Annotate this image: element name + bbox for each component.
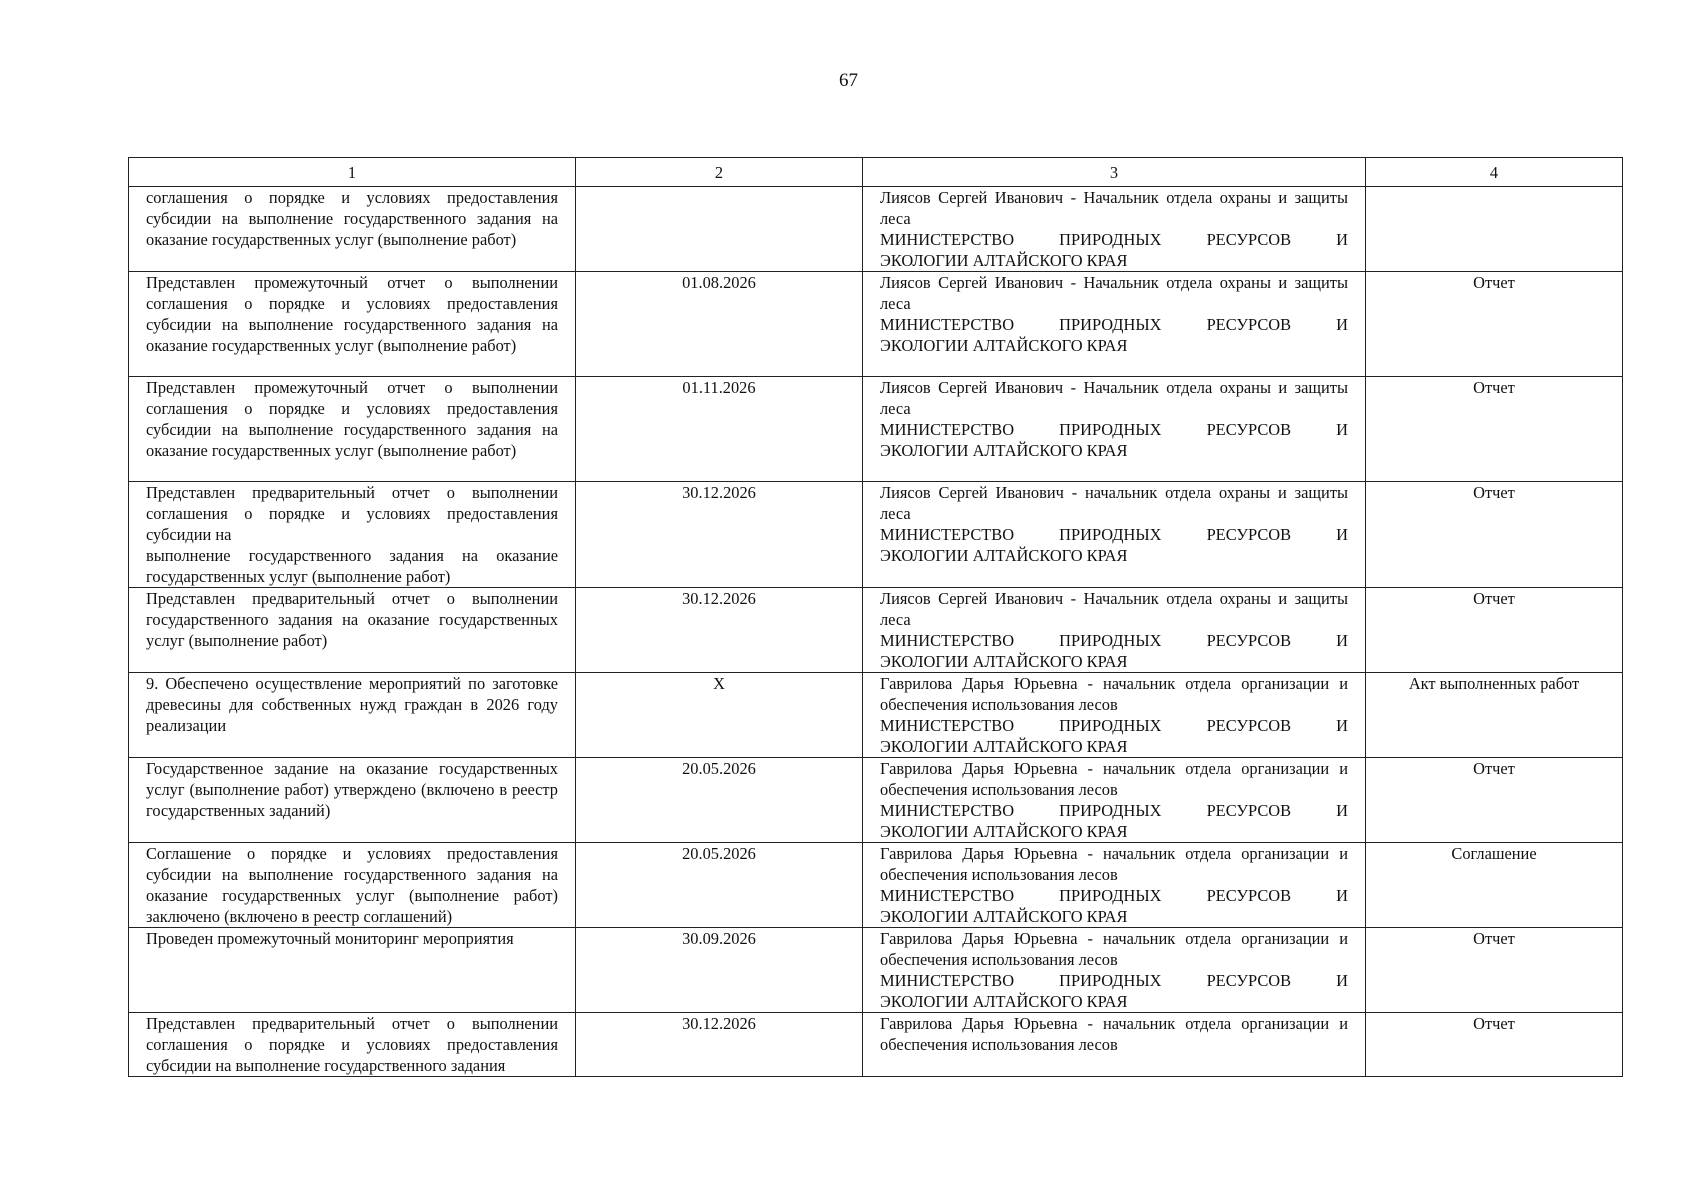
result-cell: Отчет xyxy=(1366,272,1623,377)
table-row xyxy=(129,187,1623,272)
date-cell: 30.12.2026 xyxy=(576,482,863,588)
responsible-person: Гаврилова Дарья Юрьевна - начальник отдела организации и обеспечения использования лесов xyxy=(880,674,1348,714)
responsible-person: Лиясов Сергей Иванович - Начальник отдела охраны и защиты леса xyxy=(880,188,1348,228)
organization-name: МИНИСТЕРСТВО ПРИРОДНЫХ РЕСУРСОВ И xyxy=(880,971,1348,990)
organization-name: МИНИСТЕРСТВО ПРИРОДНЫХ РЕСУРСОВ И xyxy=(880,716,1348,735)
table-header-row xyxy=(129,158,1623,187)
responsible-cell xyxy=(863,482,1366,588)
organization-name-cont: ЭКОЛОГИИ АЛТАЙСКОГО КРАЯ xyxy=(880,907,1128,926)
responsible-cell xyxy=(863,187,1366,272)
date-cell: 01.08.2026 xyxy=(576,272,863,377)
result-cell: Акт выполненных работ xyxy=(1366,673,1623,758)
result-cell: Отчет xyxy=(1366,377,1623,482)
organization-name-cont: ЭКОЛОГИИ АЛТАЙСКОГО КРАЯ xyxy=(880,251,1128,270)
responsible-person: Лиясов Сергей Иванович - Начальник отдела охраны и защиты леса xyxy=(880,273,1348,313)
responsible-person: Лиясов Сергей Иванович - Начальник отдела охраны и защиты леса xyxy=(880,378,1348,418)
organization-name: МИНИСТЕРСТВО ПРИРОДНЫХ РЕСУРСОВ И xyxy=(880,631,1348,650)
date-cell: 20.05.2026 xyxy=(576,758,863,843)
result-cell: Отчет xyxy=(1366,1013,1623,1077)
column-header: 3 xyxy=(863,158,1366,187)
organization-name: МИНИСТЕРСТВО ПРИРОДНЫХ РЕСУРСОВ И xyxy=(880,886,1348,905)
responsible-person: Гаврилова Дарья Юрьевна - начальник отдела организации и обеспечения использования лесов xyxy=(880,1014,1348,1054)
table-row xyxy=(129,843,1623,928)
responsible-cell xyxy=(863,1013,1366,1077)
organization-name-cont: ЭКОЛОГИИ АЛТАЙСКОГО КРАЯ xyxy=(880,992,1128,1011)
responsible-person: Лиясов Сергей Иванович - начальник отдела охраны и защиты леса xyxy=(880,483,1348,523)
table-row xyxy=(129,928,1623,1013)
date-cell: 30.12.2026 xyxy=(576,588,863,673)
event-text-part: выполнение государственного задания на оказание государственных услуг (выполнение работ) xyxy=(146,546,558,586)
responsible-cell xyxy=(863,758,1366,843)
table-row xyxy=(129,272,1623,377)
event-cell xyxy=(129,482,576,588)
organization-name-cont: ЭКОЛОГИИ АЛТАЙСКОГО КРАЯ xyxy=(880,336,1128,355)
date-cell: 30.09.2026 xyxy=(576,928,863,1013)
responsible-cell xyxy=(863,377,1366,482)
organization-name-cont: ЭКОЛОГИИ АЛТАЙСКОГО КРАЯ xyxy=(880,737,1128,756)
result-cell: Отчет xyxy=(1366,482,1623,588)
organization-name: МИНИСТЕРСТВО ПРИРОДНЫХ РЕСУРСОВ И xyxy=(880,525,1348,544)
table-row xyxy=(129,673,1623,758)
page-number: 67 xyxy=(839,70,858,91)
date-cell: 30.12.2026 xyxy=(576,1013,863,1077)
result-cell xyxy=(1366,187,1623,272)
event-cell: Представлен промежуточный отчет о выполнении соглашения о порядке и условиях предоставления субсидии на выполнение государственного задания на оказание государственных услуг (выполнение работ) xyxy=(129,272,576,377)
organization-name: МИНИСТЕРСТВО ПРИРОДНЫХ РЕСУРСОВ И xyxy=(880,230,1348,249)
event-cell: Представлен предварительный отчет о выполнении соглашения о порядке и условиях предоставления субсидии на выполнение государственного задания xyxy=(129,1013,576,1077)
event-cell: Представлен промежуточный отчет о выполнении соглашения о порядке и условиях предоставления субсидии на выполнение государственного задания на оказание государственных услуг (выполнение работ) xyxy=(129,377,576,482)
event-cell: Проведен промежуточный мониторинг мероприятия xyxy=(129,928,576,1013)
organization-name-cont: ЭКОЛОГИИ АЛТАЙСКОГО КРАЯ xyxy=(880,822,1128,841)
responsible-cell xyxy=(863,843,1366,928)
responsible-person: Лиясов Сергей Иванович - Начальник отдела охраны и защиты леса xyxy=(880,589,1348,629)
event-cell: Представлен предварительный отчет о выполнении государственного задания на оказание государственных услуг (выполнение работ) xyxy=(129,588,576,673)
responsible-cell xyxy=(863,272,1366,377)
event-cell: 9. Обеспечено осуществление мероприятий по заготовке древесины для собственных нужд граждан в 2026 году реализации xyxy=(129,673,576,758)
result-cell: Соглашение xyxy=(1366,843,1623,928)
event-cell: Государственное задание на оказание государственных услуг (выполнение работ) утверждено (включено в реестр государственных заданий) xyxy=(129,758,576,843)
table-row xyxy=(129,758,1623,843)
result-cell: Отчет xyxy=(1366,758,1623,843)
responsible-person: Гаврилова Дарья Юрьевна - начальник отдела организации и обеспечения использования лесов xyxy=(880,844,1348,884)
organization-name-cont: ЭКОЛОГИИ АЛТАЙСКОГО КРАЯ xyxy=(880,652,1128,671)
table-row xyxy=(129,377,1623,482)
result-cell: Отчет xyxy=(1366,588,1623,673)
responsible-cell xyxy=(863,673,1366,758)
event-cell: Соглашение о порядке и условиях предоставления субсидии на выполнение государственного задания на оказание государственных услуг (выполнение работ) заключено (включено в реестр соглашений) xyxy=(129,843,576,928)
date-cell xyxy=(576,187,863,272)
column-header: 1 xyxy=(129,158,576,187)
date-cell: X xyxy=(576,673,863,758)
table-row xyxy=(129,482,1623,588)
organization-name: МИНИСТЕРСТВО ПРИРОДНЫХ РЕСУРСОВ И xyxy=(880,801,1348,820)
organization-name: МИНИСТЕРСТВО ПРИРОДНЫХ РЕСУРСОВ И xyxy=(880,315,1348,334)
date-cell: 20.05.2026 xyxy=(576,843,863,928)
table-row xyxy=(129,588,1623,673)
result-cell: Отчет xyxy=(1366,928,1623,1013)
table-row xyxy=(129,1013,1623,1077)
column-header: 4 xyxy=(1366,158,1623,187)
responsible-person: Гаврилова Дарья Юрьевна - начальник отдела организации и обеспечения использования лесов xyxy=(880,759,1348,799)
organization-name: МИНИСТЕРСТВО ПРИРОДНЫХ РЕСУРСОВ И xyxy=(880,420,1348,439)
responsible-cell xyxy=(863,928,1366,1013)
date-cell: 01.11.2026 xyxy=(576,377,863,482)
column-header: 2 xyxy=(576,158,863,187)
responsible-person: Гаврилова Дарья Юрьевна - начальник отдела организации и обеспечения использования лесов xyxy=(880,929,1348,969)
responsible-cell xyxy=(863,588,1366,673)
organization-name-cont: ЭКОЛОГИИ АЛТАЙСКОГО КРАЯ xyxy=(880,546,1128,565)
document-table xyxy=(128,157,1623,1077)
event-cell: соглашения о порядке и условиях предоставления субсидии на выполнение государственного задания на оказание государственных услуг (выполнение работ) xyxy=(129,187,576,272)
organization-name-cont: ЭКОЛОГИИ АЛТАЙСКОГО КРАЯ xyxy=(880,441,1128,460)
event-text-part: Представлен предварительный отчет о выполнении соглашения о порядке и условиях предоставления субсидии на xyxy=(146,483,558,544)
